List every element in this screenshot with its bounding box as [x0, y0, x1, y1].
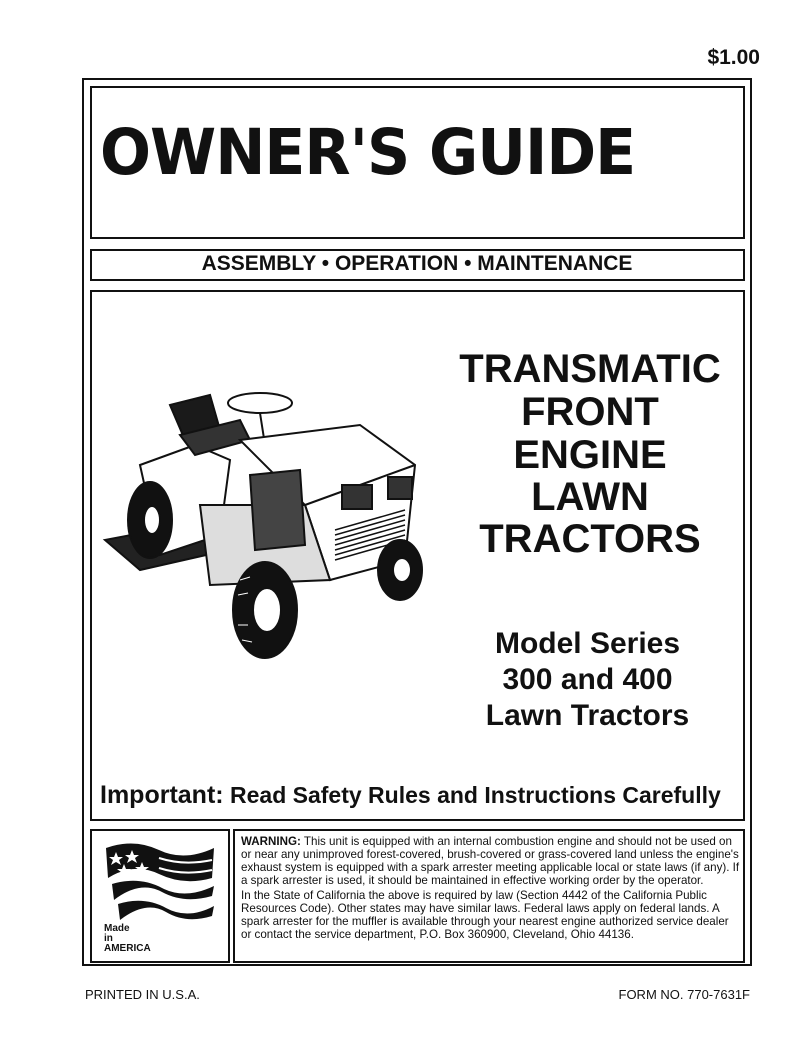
- product-line-1: TRANSMATIC: [459, 347, 721, 391]
- lawn-tractor-illustration: [100, 385, 440, 670]
- page-title: OWNER'S GUIDE: [100, 116, 636, 190]
- warning-paragraph-2: In the State of California the above is required by law (Section 4442 of the California Public Resources Code). Other states may have similar laws. Federal laws apply on federal lands. A spark arrester for the muffler is available through your nearest engine authorized service dealer or contact the service department, P.O. Box 360900, Cleveland, Ohio 44136.: [241, 889, 729, 941]
- form-number: FORM NO. 770-7631F: [618, 987, 750, 1002]
- printed-in: PRINTED IN U.S.A.: [85, 987, 200, 1002]
- important-text: Read Safety Rules and Instructions Carefully: [230, 782, 721, 808]
- model-line-3: Lawn Tractors: [485, 699, 690, 732]
- warning-text: [241, 835, 741, 943]
- product-line-5: TRACTORS: [479, 517, 701, 561]
- warning-label: WARNING:: [241, 835, 301, 848]
- important-notice: [100, 781, 740, 810]
- warning-paragraph-1: This unit is equipped with an internal combustion engine and should not be used on or near any unimproved forest-covered, brush-covered or grass-covered land unless the engine's exhaust system is equipped with a spark arrester meeting applicable local or state laws (if any). If a spark arrester is used, it should be maintained in effective working order by the operator.: [241, 835, 740, 887]
- model-line-2: 300 and 400: [502, 663, 673, 696]
- important-label: Important:: [100, 781, 224, 809]
- product-line-4: LAWN: [531, 475, 649, 519]
- headlight-left: [342, 485, 372, 509]
- headlight-right: [388, 477, 412, 499]
- product-line-2: FRONT: [521, 390, 659, 434]
- model-line-1: Model Series: [494, 627, 681, 660]
- price: $1.00: [707, 46, 760, 69]
- subtitle: ASSEMBLY • OPERATION • MAINTENANCE: [201, 252, 633, 275]
- product-line-3: ENGINE: [513, 433, 667, 477]
- american-flag-icon: [104, 838, 216, 924]
- steering-wheel: [228, 393, 292, 413]
- made-in-america-caption: Made in AMERICA: [104, 923, 151, 954]
